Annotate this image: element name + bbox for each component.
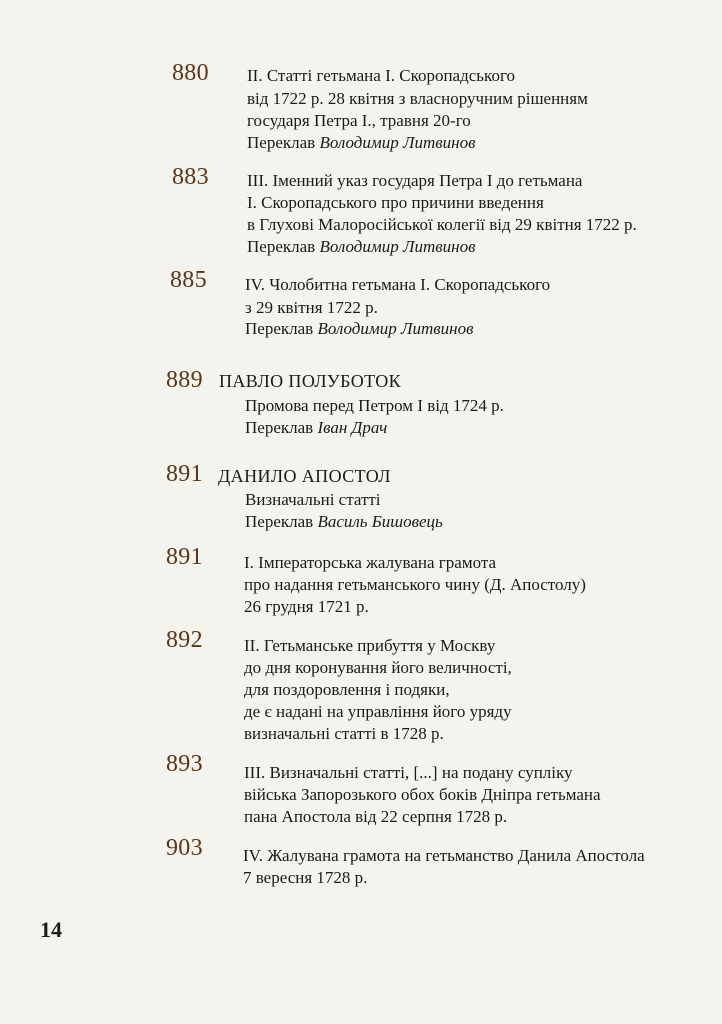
translator-line xyxy=(245,417,387,439)
entry-title-line: государя Петра І., травня 20-го xyxy=(247,111,471,130)
entry-title-line: Визначальні статті xyxy=(245,490,381,509)
entry-title-line: 7 вересня 1728 р. xyxy=(243,868,368,887)
section-heading: ПАВЛО ПОЛУБОТОК xyxy=(219,371,402,391)
page-ref: 885 xyxy=(170,267,207,293)
entry-title-line: III. Визначальні статті, [...] на подану супліку xyxy=(244,763,573,782)
entry-title-line: II. Статті гетьмана І. Скоропадського xyxy=(247,66,515,85)
translator-line xyxy=(247,132,475,154)
entry-title-line: III. Іменний указ государя Петра І до гетьмана xyxy=(247,171,583,190)
section-heading: ДАНИЛО АПОСТОЛ xyxy=(218,466,391,486)
entry-title-line: з 29 квітня 1722 р. xyxy=(245,298,378,317)
page-ref: 891 xyxy=(166,544,203,570)
page-ref: 880 xyxy=(172,60,209,86)
entry-title-line: де є надані на управління його уряду xyxy=(244,702,512,721)
entry-title-line: II. Гетьманське прибуття у Москву xyxy=(244,636,496,655)
page-ref: 891 xyxy=(166,461,203,487)
entry-title-line: І. Імператорська жалувана грамота xyxy=(244,553,497,572)
entry-title-line: війська Запорозького обох боків Дніпра гетьмана xyxy=(244,785,601,804)
translator-prefix: Переклав xyxy=(247,237,320,256)
translator-line xyxy=(245,318,473,340)
page-number: 14 xyxy=(40,917,62,942)
entry-title-line: Промова перед Петром І від 1724 р. xyxy=(245,396,504,415)
translator-name: Володимир Литвинов xyxy=(319,133,476,152)
translator-prefix: Переклав xyxy=(245,418,318,437)
translator-name: Іван Драч xyxy=(317,418,388,437)
page-ref: 893 xyxy=(166,751,203,777)
entry-title-line: для поздоровлення і подяки, xyxy=(244,680,450,699)
entry-title-line: IV. Чолобитна гетьмана І. Скоропадського xyxy=(245,275,551,294)
translator-prefix: Переклав xyxy=(247,133,320,152)
translator-line xyxy=(245,511,443,533)
entry-title-line: І. Скоропадського про причини введення xyxy=(247,193,544,212)
translator-name: Володимир Литвинов xyxy=(319,237,476,256)
entry-title-line: пана Апостола від 22 серпня 1728 р. xyxy=(244,807,508,826)
translator-prefix: Переклав xyxy=(245,512,318,531)
entry-title-line: IV. Жалувана грамота на гетьманство Данила Апостола xyxy=(243,846,645,865)
translator-name: Володимир Литвинов xyxy=(317,319,474,338)
entry-title-line: визначальні статті в 1728 р. xyxy=(244,724,444,743)
entry-title-line: від 1722 р. 28 квітня з власноручним рішенням xyxy=(247,89,588,108)
page-ref: 883 xyxy=(172,164,209,190)
page-ref: 889 xyxy=(166,367,203,393)
page-ref: 892 xyxy=(166,627,203,653)
entry-title-line: 26 грудня 1721 р. xyxy=(244,597,369,616)
entry-title-line: в Глухові Малоросійської колегії від 29 квітня 1722 р. xyxy=(247,215,637,234)
entry-title-line: про надання гетьманського чину (Д. Апостолу) xyxy=(244,575,586,594)
translator-line xyxy=(247,236,475,258)
translator-prefix: Переклав xyxy=(245,319,318,338)
translator-name: Василь Бишовець xyxy=(317,512,443,531)
entry-title-line: до дня коронування його величності, xyxy=(244,658,512,677)
page-ref: 903 xyxy=(166,835,203,861)
